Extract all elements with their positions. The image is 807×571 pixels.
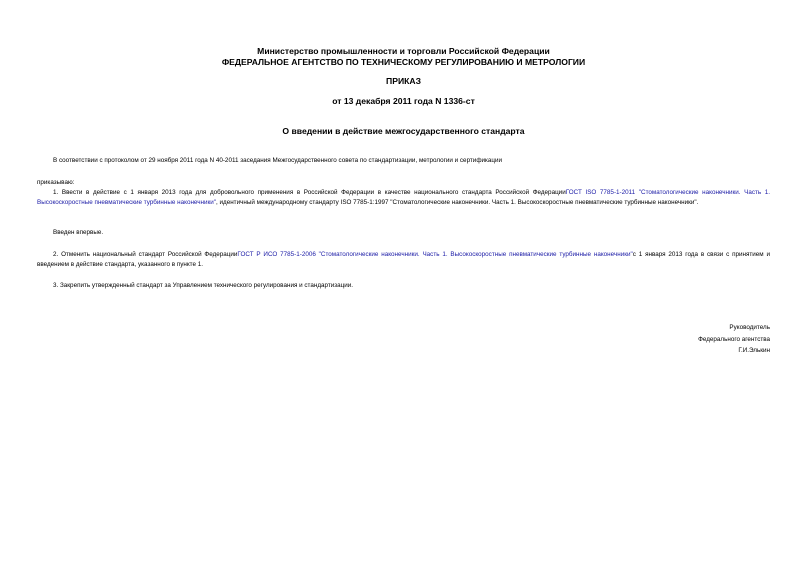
item-1-paragraph [37,188,770,207]
introduced-note: Введен впервые. [53,229,104,236]
item-1-suffix: , идентичный международному стандарту ISO 7785-1:1997 "Стоматологические наконечники. Часть 1. Высокоскоростные пневматические турбинные наконечники". [216,198,699,206]
document-page [37,0,770,571]
item-2-prefix: 2. Отменить национальный стандарт Российской Федерации [53,251,238,258]
signature-title-line-1: Руководитель [729,324,770,331]
order-word: приказываю: [37,179,75,186]
document-date-number: от 13 декабря 2011 года N 1336-ст [332,96,475,106]
item-2-paragraph [37,250,770,269]
protocol-paragraph: В соответствии с протоколом от 29 ноября 2011 года N 40-2011 заседания Межгосударственного совета по стандартизации, метрологии и сертификации [53,157,503,164]
agency-name: ФЕДЕРАЛЬНОЕ АГЕНТСТВО ПО ТЕХНИЧЕСКОМУ РЕГУЛИРОВАНИЮ И МЕТРОЛОГИИ [221,57,586,67]
item-1-prefix: 1. Ввести в действие с 1 января 2013 года для добровольного применения в Российской Федерации в качестве национального стандарта Российской Федерации [53,189,566,196]
document-type: ПРИКАЗ [386,76,421,86]
ministry-name: Министерство промышленности и торговли Российской Федерации [257,46,550,56]
gost-iso-7785-1-2011-link[interactable]: ГОСТ ISO 7785-1-2011 "Стоматологические наконечники. Часть 1. Высокоскоростные пневматические турбинные наконечники" [37,189,770,206]
signature-title-line-2: Федерального агентства [698,335,770,343]
signature-block [698,322,770,357]
item-3-paragraph: 3. Закрепить утвержденный стандарт за Управлением технического регулирования и стандартизации. [53,282,354,289]
signature-name: Г.И.Элькин [738,347,770,354]
document-subject: О введении в действие межгосударственного стандарта [282,126,525,136]
gost-r-iso-7785-1-2006-link[interactable]: ГОСТ Р ИСО 7785-1-2006 "Стоматологические наконечники. Часть 1. Высокоскоростные пневматические турбинные наконечники" [237,251,633,258]
item-2-suffix: с 1 января 2013 года в связи с принятием и введением в действие стандарта, указанного в пункте 1. [37,251,771,268]
